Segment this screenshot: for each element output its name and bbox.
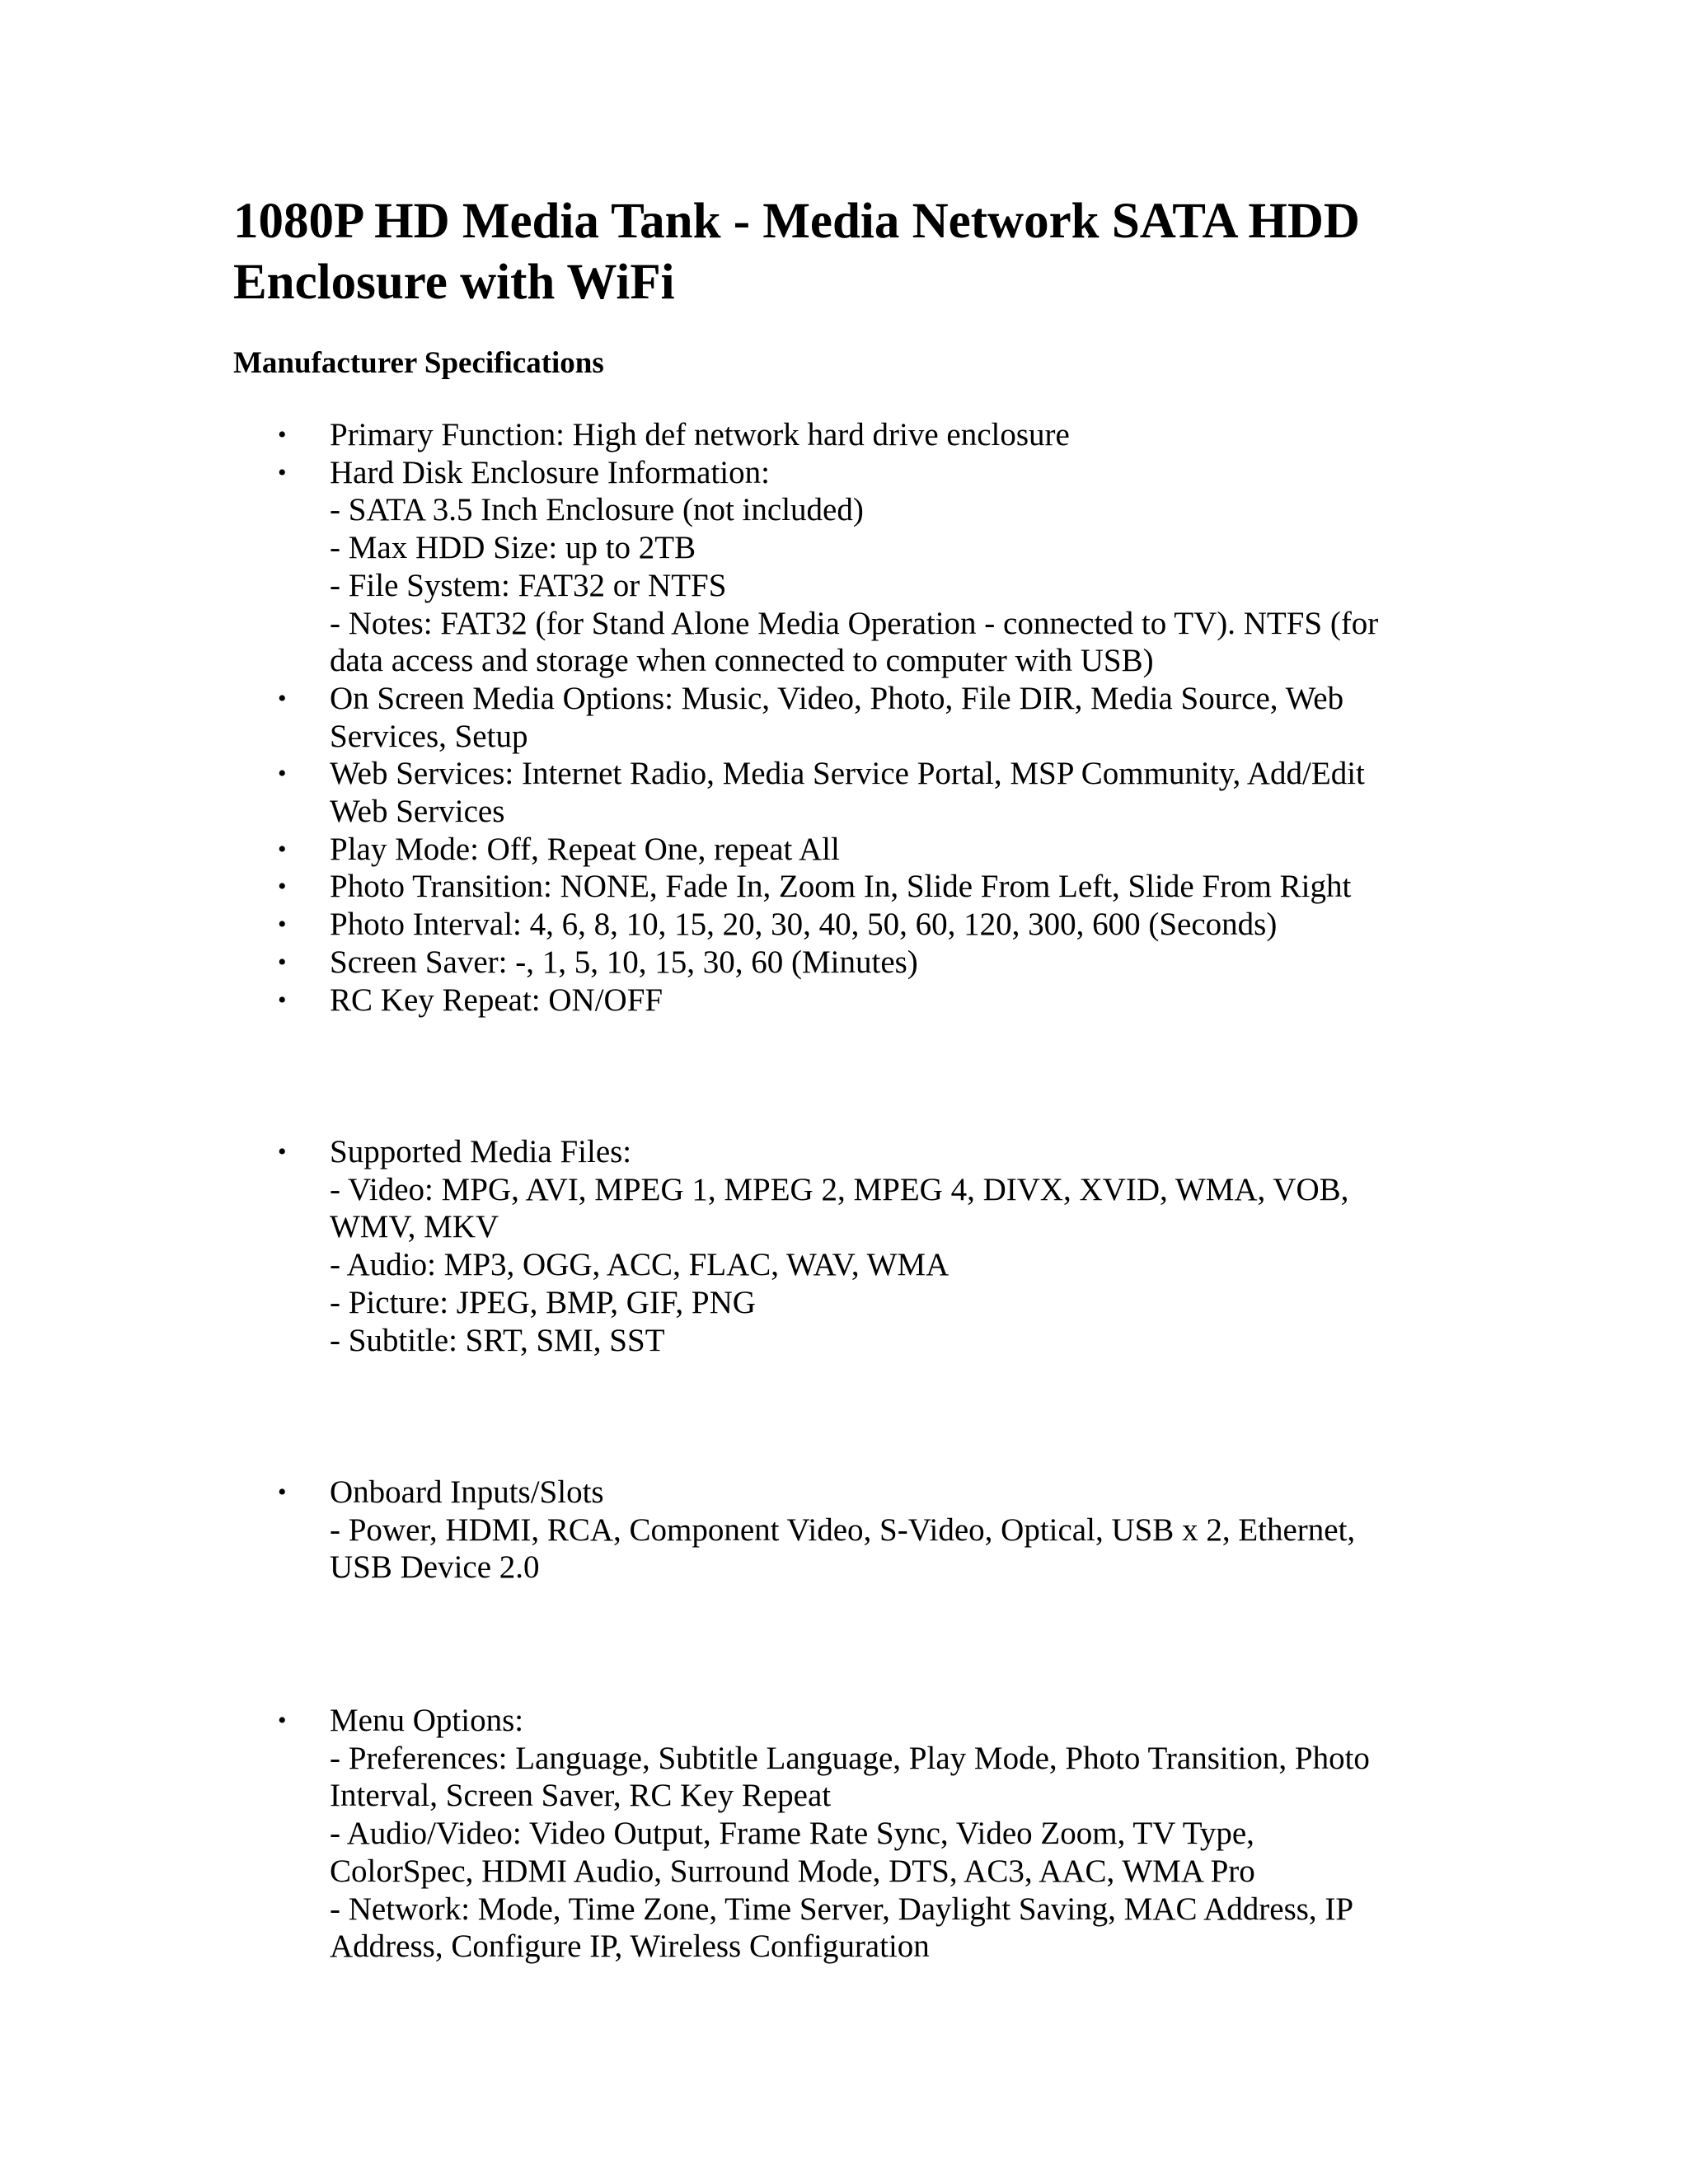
spec-line: - Picture: JPEG, BMP, GIF, PNG [330, 1284, 756, 1320]
bullet-icon: • [278, 873, 287, 901]
spec-list-menu-options [0, 1702, 1409, 1966]
spec-list-item [0, 454, 1409, 680]
spec-line: Supported Media Files: [330, 1134, 632, 1169]
spec-line: Screen Saver: -, 1, 5, 10, 15, 30, 60 (Minutes) [330, 944, 918, 980]
spec-line: USB Device 2.0 [330, 1549, 540, 1586]
spec-line: Play Mode: Off, Repeat One, repeat All [330, 831, 840, 867]
spec-list-item [0, 944, 1409, 982]
spec-line: WMV, MKV [330, 1209, 499, 1245]
spec-list-item [0, 680, 1409, 755]
title-line: 1080P HD Media Tank - Media Network SATA HDD [233, 194, 1360, 249]
spec-line: - SATA 3.5 Inch Enclosure (not included) [330, 492, 864, 528]
spec-list-item [0, 755, 1409, 830]
spec-line: - Subtitle: SRT, SMI, SST [330, 1322, 665, 1358]
spec-line: Hard Disk Enclosure Information: [330, 454, 770, 490]
spec-line: Web Services [330, 794, 505, 830]
spec-list-item [0, 1133, 1409, 1359]
spec-line: Services, Setup [330, 718, 528, 754]
spec-line: Photo Transition: NONE, Fade In, Zoom In, Slide From Left, Slide From Right [330, 869, 1352, 905]
bullet-icon: • [278, 760, 287, 788]
spec-line: Primary Function: High def network hard drive enclosure [330, 417, 1070, 452]
bullet-icon: • [278, 1138, 287, 1165]
spec-line: Onboard Inputs/Slots [330, 1474, 604, 1510]
spec-line: ColorSpec, HDMI Audio, Surround Mode, DTS, AC3, AAC, WMA Pro [330, 1853, 1255, 1889]
spec-line: - Audio/Video: Video Output, Frame Rate Sync, Video Zoom, TV Type, [330, 1816, 1254, 1852]
spec-line: - Notes: FAT32 (for Stand Alone Media Operation - connected to TV). NTFS (for [330, 605, 1379, 641]
spec-line: Web Services: Internet Radio, Media Service Portal, MSP Community, Add/Edit [330, 756, 1365, 792]
spec-line: Photo Interval: 4, 6, 8, 10, 15, 20, 30, 40, 50, 60, 120, 300, 600 (Seconds) [330, 907, 1278, 943]
bullet-icon: • [278, 948, 287, 976]
spec-list-inputs [0, 1474, 1409, 1586]
spec-list-item [0, 416, 1409, 454]
bullet-icon: • [278, 684, 287, 712]
spec-list-item [0, 906, 1409, 944]
bullet-icon: • [278, 1479, 287, 1506]
spec-line: - Network: Mode, Time Zone, Time Server, Daylight Saving, MAC Address, IP [330, 1891, 1354, 1927]
spec-line: - Power, HDMI, RCA, Component Video, S-Video, Optical, USB x 2, Ethernet, [330, 1511, 1356, 1548]
spec-list-item [0, 831, 1409, 869]
spec-line: data access and storage when connected to computer with USB) [330, 643, 1154, 679]
spec-list-item [0, 1702, 1409, 1966]
bullet-icon: • [278, 986, 287, 1014]
title-line: Enclosure with WiFi [233, 255, 675, 310]
spec-list-item [0, 868, 1409, 906]
spec-line: RC Key Repeat: ON/OFF [330, 982, 663, 1018]
spec-line: Menu Options: [330, 1703, 524, 1738]
spec-list-media-files [0, 1133, 1409, 1359]
spec-list-item [0, 1474, 1409, 1586]
spec-line: - Audio: MP3, OGG, ACC, FLAC, WAV, WMA [330, 1247, 950, 1283]
bullet-icon: • [278, 458, 287, 486]
spec-line: Interval, Screen Saver, RC Key Repeat [330, 1778, 832, 1814]
spec-line: - Max HDD Size: up to 2TB [330, 530, 696, 566]
section-heading: Manufacturer Specifications [233, 346, 604, 380]
spec-list-item [0, 982, 1409, 1019]
bullet-icon: • [278, 911, 287, 939]
page-title [233, 191, 1519, 313]
spec-line: On Screen Media Options: Music, Video, Photo, File DIR, Media Source, Web [330, 680, 1344, 716]
spec-list-general [0, 416, 1409, 1019]
bullet-icon: • [278, 835, 287, 863]
spec-line: - Preferences: Language, Subtitle Language, Play Mode, Photo Transition, Photo [330, 1740, 1370, 1776]
bullet-icon: • [278, 1707, 287, 1734]
spec-line: - File System: FAT32 or NTFS [330, 567, 727, 603]
spec-line: Address, Configure IP, Wireless Configuration [330, 1929, 930, 1965]
bullet-icon: • [278, 421, 287, 448]
spec-line: - Video: MPG, AVI, MPEG 1, MPEG 2, MPEG 4, DIVX, XVID, WMA, VOB, [330, 1171, 1349, 1207]
